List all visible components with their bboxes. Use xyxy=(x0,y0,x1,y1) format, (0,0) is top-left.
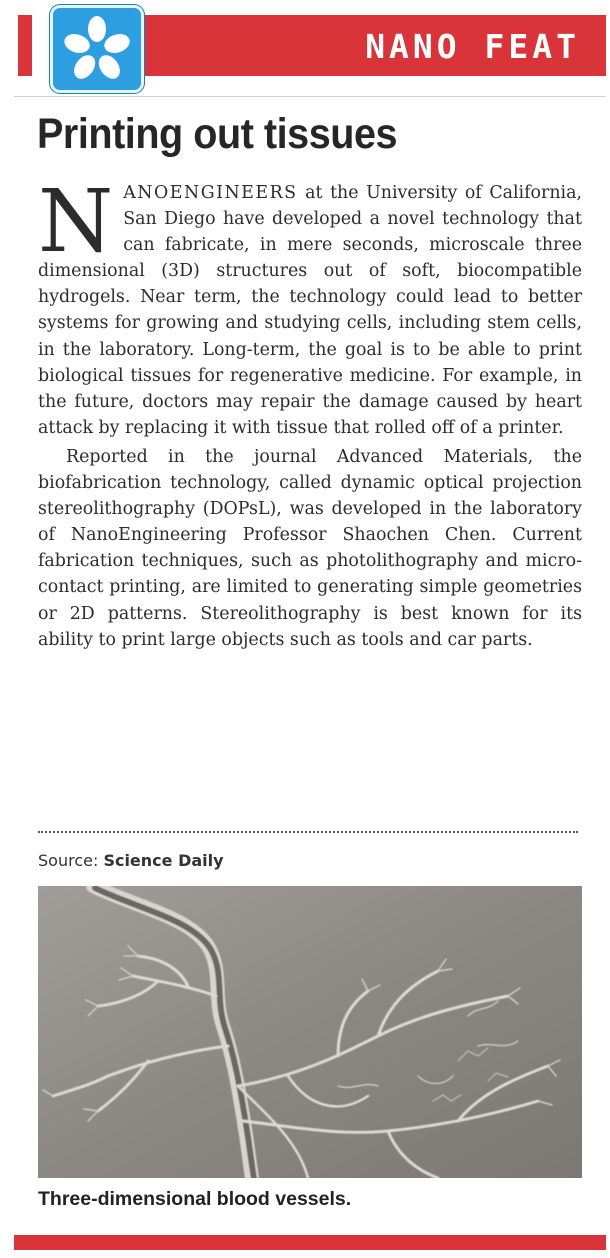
article-body xyxy=(38,172,582,653)
source-label: Source: xyxy=(38,851,104,870)
flower-icon xyxy=(61,13,133,85)
paragraph-2: Reported in the journal Advanced Materials, the biofabrication technology, called dynamic optical projection stereolithography (DOPsL), was developed in the laboratory of NanoEngineering Professor Shaochen Chen. Current fabrication techniques, such as photolithography and micro-contact printing, are limited to generating simple geometries or 2D patterns. Stereolithography is best known for its ability to print large objects such as tools and car parts. xyxy=(38,446,582,650)
footer-accent-bar xyxy=(14,1235,606,1250)
section-header-bar xyxy=(132,15,606,76)
paragraph-1 xyxy=(38,172,582,441)
source-name: Science Daily xyxy=(103,851,224,870)
lead-caps: ANOENGINEERS xyxy=(123,183,298,203)
section-logo xyxy=(50,5,144,93)
dotted-divider xyxy=(38,831,578,833)
micrograph-illustration xyxy=(38,886,582,1178)
paragraph-1-text: at the University of California, San Diego have developed a novel technology that can fabricate, in mere seconds, microscale three dimensional (3D) structures out of soft, biocompatible hydrogels. Near term, the technology could lead to better systems for growing and studying cells, including stem cells, in the laboratory. Long-term, the goal is to be able to print biological tissues for regenerative medicine. For example, in the future, doctors may repair the damage caused by heart attack by replacing it with tissue that rolled off of a printer. xyxy=(38,183,582,438)
article-title: Printing out tissues xyxy=(37,110,398,158)
figure-caption: Three-dimensional blood vessels. xyxy=(38,1188,352,1210)
blood-vessels-image xyxy=(38,886,582,1178)
dropcap: N xyxy=(38,172,114,272)
section-label: NANO FEAT xyxy=(365,27,580,66)
source-credit xyxy=(38,851,224,870)
header-accent-left xyxy=(18,15,32,76)
panel-top-rule xyxy=(14,96,606,97)
